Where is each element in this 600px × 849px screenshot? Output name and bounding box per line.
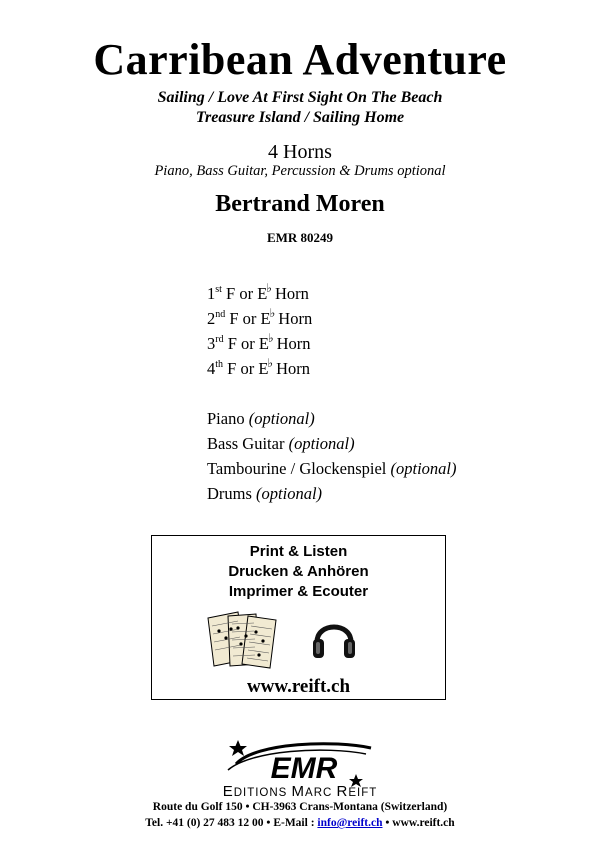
instrumentation-note: Piano, Bass Guitar, Percussion & Drums optional (154, 163, 446, 179)
horn-part-3: 3rd F or E♭ Horn (207, 331, 311, 353)
headphones-icon (310, 612, 358, 662)
parts-list (207, 281, 457, 506)
publisher-contact: Tel. +41 (0) 27 483 12 00 • E-Mail : info@reift.ch • www.reift.ch (145, 817, 455, 829)
optional-part-piano: Piano (optional) (207, 409, 315, 428)
optional-part-drums: Drums (optional) (207, 484, 323, 503)
promo-line-french: Imprimer & Ecouter (228, 583, 369, 600)
flat-icon: ♭ (269, 306, 276, 320)
flat-icon: ♭ (267, 331, 274, 345)
optional-part-bass-guitar: Bass Guitar (optional) (207, 434, 355, 453)
svg-text:EMR: EMR (270, 752, 338, 785)
horn-part-4: 4th F or E♭ Horn (207, 356, 310, 378)
emr-logo (206, 738, 396, 788)
composer-name: Bertrand Moren (215, 191, 385, 217)
print-listen-box (151, 535, 446, 700)
optional-part-percussion: Tambourine / Glockenspiel (optional) (207, 459, 457, 478)
catalog-number: EMR 80249 (266, 230, 334, 245)
website-link[interactable]: www.reift.ch (246, 676, 351, 697)
movement-list-line-1: Sailing / Love At First Sight On The Beach (157, 89, 443, 106)
promo-line-german: Drucken & Anhören (228, 563, 369, 580)
email-link[interactable]: info@reift.ch (317, 817, 383, 829)
flat-icon: ♭ (266, 281, 272, 295)
ensemble-label: 4 Horns (268, 141, 332, 163)
horn-part-1: 1st F or E♭ Horn (207, 281, 309, 303)
promo-line-english: Print & Listen (249, 543, 348, 560)
horn-part-2: 2nd F or E♭ Horn (207, 306, 313, 328)
movement-list-line-2: Treasure Island / Sailing Home (195, 109, 405, 126)
flat-icon: ♭ (267, 356, 274, 370)
publisher-name: EDITIONS MARC REIFT (222, 783, 378, 800)
score-title: Carribean Adventure (93, 35, 507, 84)
publisher-address: Route du Golf 150 • CH-3963 Crans-Montana (Switzerland) (152, 801, 448, 813)
sheet-music-icon (206, 610, 280, 670)
